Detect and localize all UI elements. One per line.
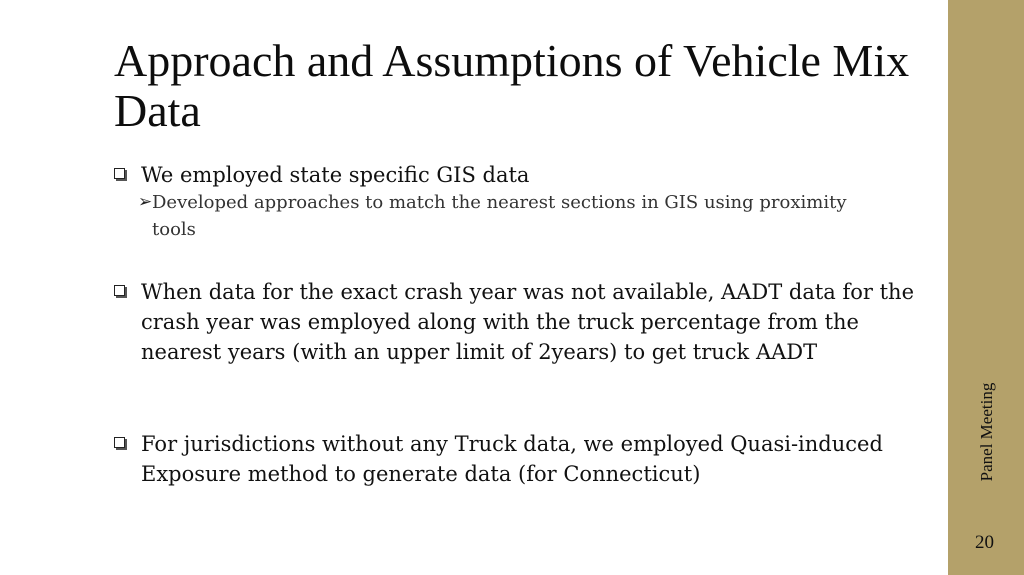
checkbox-bullet-icon bbox=[114, 285, 125, 296]
arrow-bullet-icon: ➢ bbox=[138, 192, 153, 212]
bullet-item-gis-data bbox=[114, 160, 874, 190]
bullet-text: For jurisdictions without any Truck data, we employed Quasi-induced Exposure method to generate data (for Connecticut) bbox=[141, 432, 883, 486]
checkbox-bullet-icon bbox=[114, 437, 125, 448]
slide-title: Approach and Assumptions of Vehicle Mix Data bbox=[114, 35, 910, 136]
bullet-item-aadt bbox=[114, 277, 914, 367]
bullet-item-quasi-induced bbox=[114, 429, 914, 489]
bullet-text: We employed state specific GIS data bbox=[141, 163, 530, 187]
bullet-text: When data for the exact crash year was not available, AADT data for the crash year was employed along with the truck percentage from the nearest years (with an upper limit of 2years) to get truck AADT bbox=[141, 280, 915, 364]
sidebar-band bbox=[948, 0, 1024, 575]
side-label: Panel Meeting bbox=[977, 382, 996, 482]
sub-bullet-item bbox=[138, 189, 858, 243]
page-number: 20 bbox=[975, 532, 994, 553]
checkbox-bullet-icon bbox=[114, 168, 125, 179]
sub-bullet-text: Developed approaches to match the nearest sections in GIS using proximity tools bbox=[152, 192, 847, 240]
